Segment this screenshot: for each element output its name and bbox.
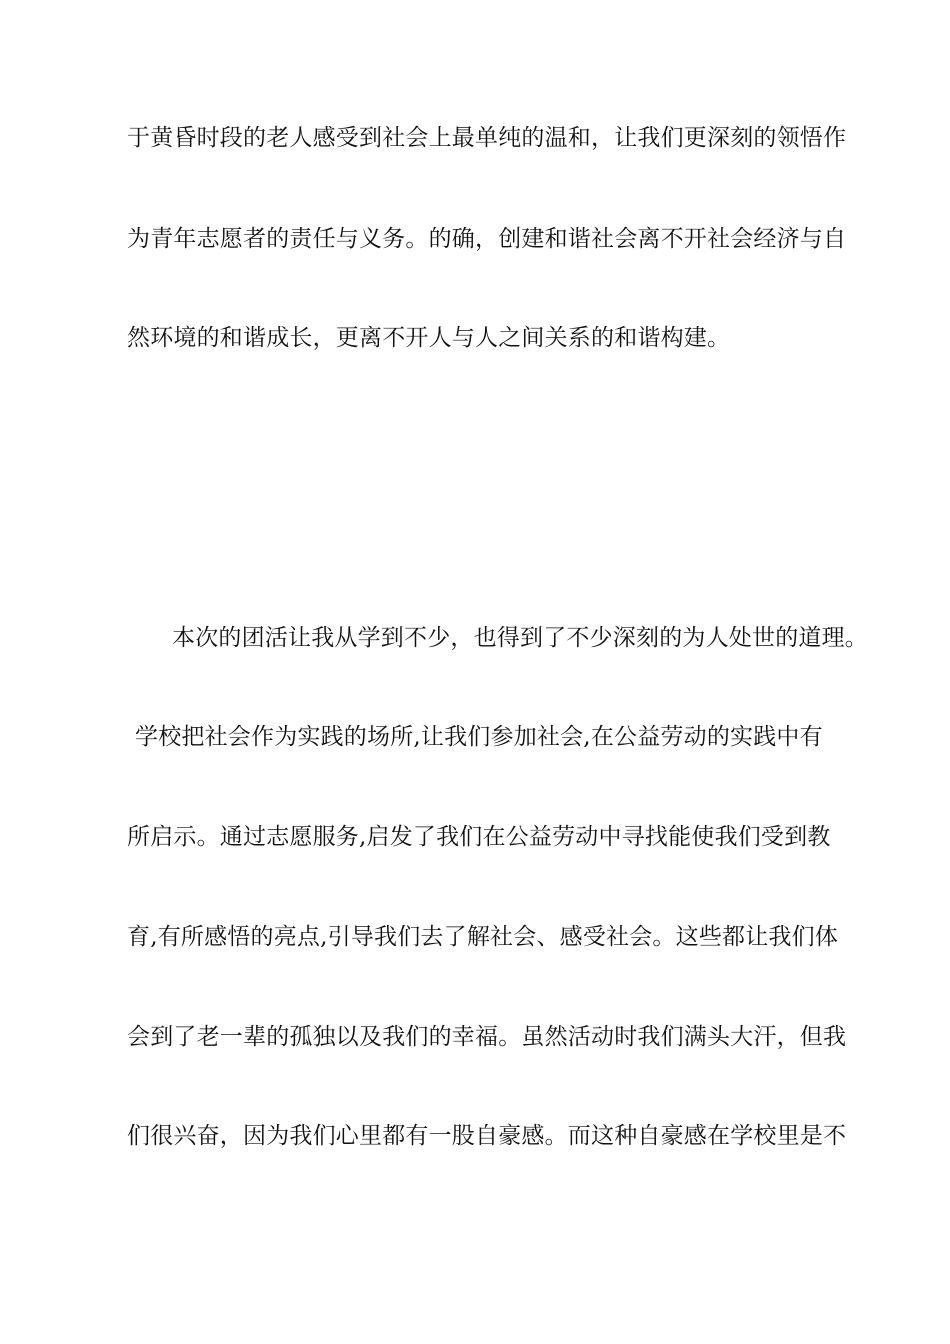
paragraph-2-line-5: 会到了老一辈的孤独以及我们的幸福。虽然活动时我们满头大汗，但我	[127, 1024, 847, 1050]
paragraph-2-line-3: 所启示。通过志愿服务,启发了我们在公益劳动中寻找能使我们受到教	[127, 824, 831, 850]
paragraph-1-line-2: 为青年志愿者的责任与义务。的确，创建和谐社会离不开社会经济与自	[127, 226, 847, 252]
paragraph-2-line-4: 育,有所感悟的亮点,引导我们去了解社会、感受社会。这些都让我们体	[127, 924, 839, 950]
paragraph-2-line-1: 本次的团活让我从学到不少，也得到了不少深刻的为人处世的道理。	[172, 625, 868, 651]
paragraph-1-line-3: 然环境的和谐成长，更离不开人与人之间关系的和谐构建。	[127, 325, 731, 351]
paragraph-1-line-1: 于黄昏时段的老人感受到社会上最单纯的温和，让我们更深刻的领悟作	[127, 125, 847, 151]
paragraph-2-line-2: 学校把社会作为实践的场所,让我们参加社会,在公益劳动的实践中有	[135, 724, 823, 750]
paragraph-2-line-6: 们很兴奋，因为我们心里都有一股自豪感。而这种自豪感在学校里是不	[127, 1123, 847, 1149]
